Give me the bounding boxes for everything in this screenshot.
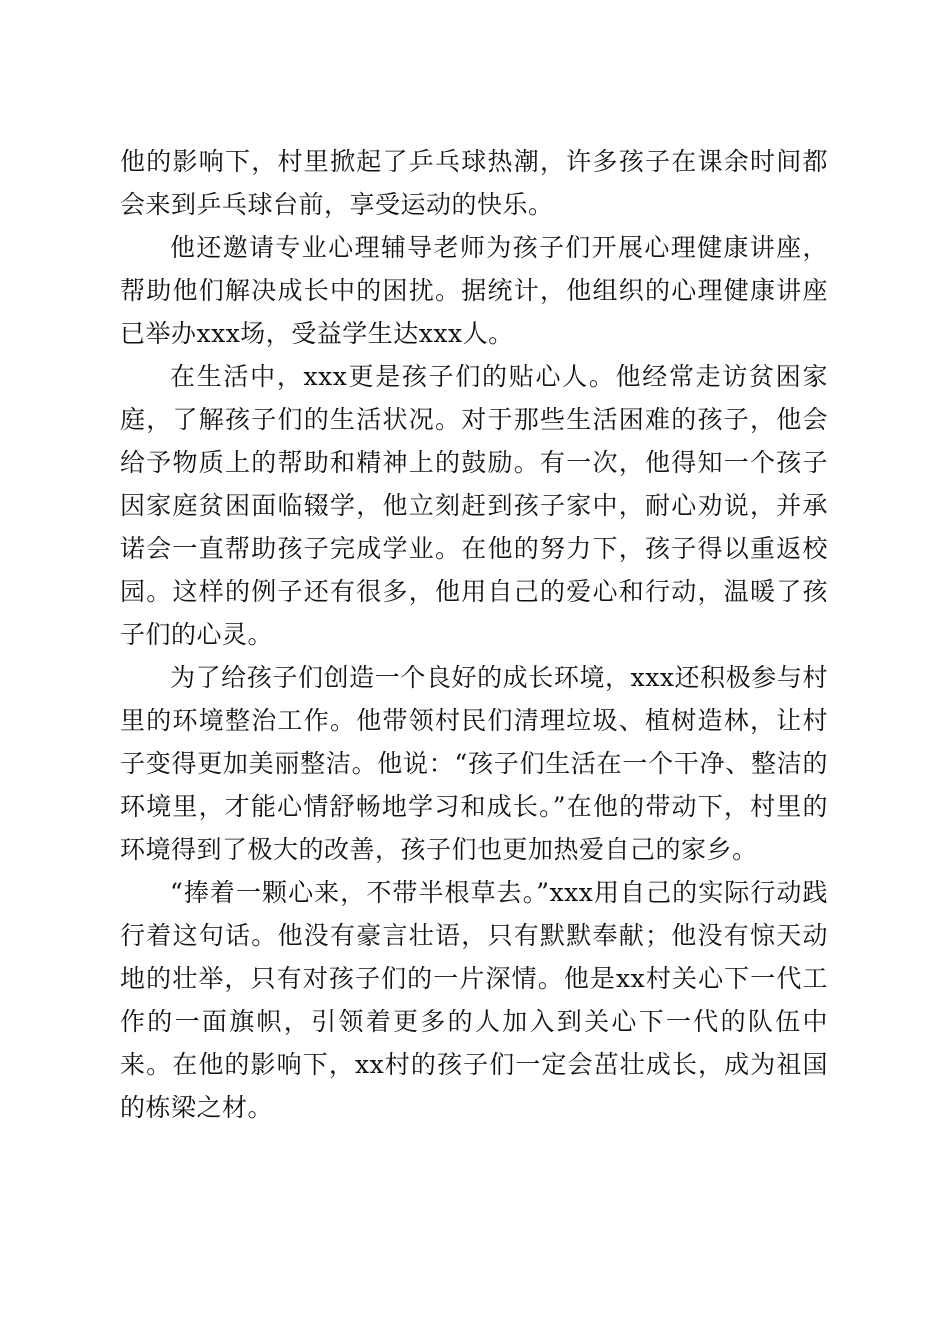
paragraph-4: 为了给孩子们创造一个良好的成长环境，xxx还积极参与村里的环境整治工作。他带领村民们清理垃圾、植树造林，让村子变得更加美丽整洁。他说：“孩子们生活在一个干净、整洁的环境里，才能心情舒畅地学习和成长。”在他的带动下，村里的环境得到了极大的改善，孩子们也更加热爱自己的家乡。 (120, 663, 828, 864)
document-body (120, 140, 828, 1129)
paragraph-5: “捧着一颗心来，不带半根草去。”xxx用自己的实际行动践行着这句话。他没有豪言壮语，只有默默奉献；他没有惊天动地的壮举，只有对孩子们的一片深情。他是xx村关心下一代工作的一面旗帜，引领着更多的人加入到关心下一代的队伍中来。在他的影响下，xx村的孩子们一定会茁壮成长，成为祖国的栋梁之材。 (120, 878, 828, 1122)
paragraph-2: 他还邀请专业心理辅导老师为孩子们开展心理健康讲座，帮助他们解决成长中的困扰。据统计，他组织的心理健康讲座已举办xxx场，受益学生达xxx人。 (120, 233, 828, 348)
paragraph-3: 在生活中，xxx更是孩子们的贴心人。他经常走访贫困家庭，了解孩子们的生活状况。对于那些生活困难的孩子，他会给予物质上的帮助和精神上的鼓励。有一次，他得知一个孩子因家庭贫困面临辍学，他立刻赶到孩子家中，耐心劝说，并承诺会一直帮助孩子完成学业。在他的努力下，孩子得以重返校园。这样的例子还有很多，他用自己的爱心和行动，温暖了孩子们的心灵。 (120, 362, 828, 649)
paragraph-1: 他的影响下，村里掀起了乒乓球热潮，许多孩子在课余时间都会来到乒乓球台前，享受运动的快乐。 (120, 147, 828, 219)
